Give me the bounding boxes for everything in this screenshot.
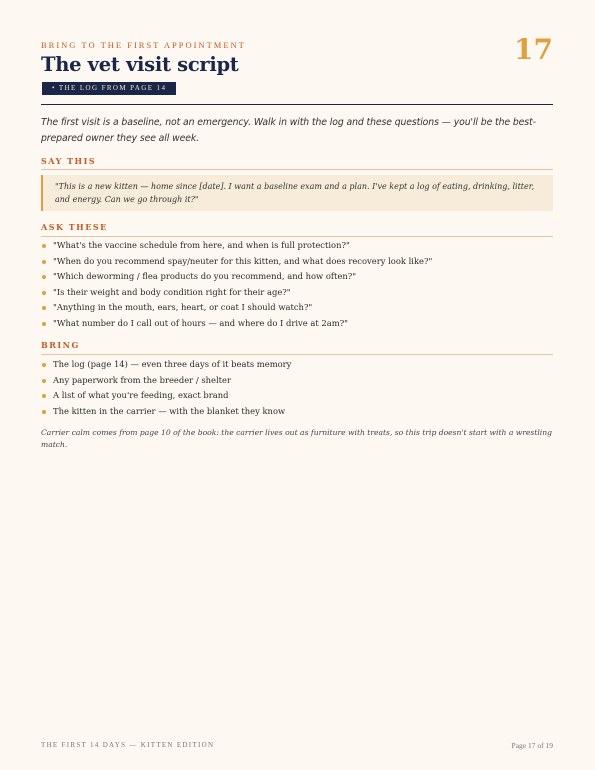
list-item: A list of what you're feeding, exact brand — [41, 388, 553, 404]
document-page — [41, 0, 553, 770]
header-divider — [41, 104, 553, 105]
bullet-dot — [42, 306, 46, 310]
section-divider-say-this — [41, 169, 553, 170]
list-item: "Anything in the mouth, ears, heart, or coat I should watch?" — [41, 300, 553, 316]
eyebrow: BRING TO THE FIRST APPOINTMENT — [41, 40, 246, 50]
list-item: The kitten in the carrier — with the blanket they know — [41, 404, 553, 420]
bullet-dot — [42, 394, 46, 398]
bullet-dot — [42, 244, 46, 248]
list-item: Any paperwork from the breeder / shelter — [41, 373, 553, 389]
intro-text: The first visit is a baseline, not an emergency. Walk in with the log and these questions — you'll be the best-prepared owner they see all week. — [41, 117, 536, 144]
footer-book-title: THE FIRST 14 DAYS — KITTEN EDITION — [41, 741, 215, 749]
section-label-say-this: SAY THIS — [41, 156, 97, 166]
log-reference-tag: • THE LOG FROM PAGE 14 — [42, 82, 176, 95]
say-this-quote: "This is a new kitten — home since [date]. I want a baseline exam and a plan. I've kept a log of eating, drinking, litter, and energy. Can we go through it?" — [41, 175, 553, 211]
list-item: "When do you recommend spay/neuter for this kitten, and what does recovery look like?" — [41, 254, 553, 270]
list-item: "Which deworming / flea products do you recommend, and how often?" — [41, 269, 553, 285]
footer-page-count: Page 17 of 19 — [511, 741, 553, 750]
bullet-dot — [42, 291, 46, 295]
bullet-dot — [42, 363, 46, 367]
bullet-dot — [42, 379, 46, 383]
list-item: "What's the vaccine schedule from here, and when is full protection?" — [41, 238, 553, 254]
list-item: The log (page 14) — even three days of it beats memory — [41, 357, 553, 373]
ask-these-list — [41, 238, 553, 332]
section-label-bring: BRING — [41, 340, 80, 350]
page-title: The vet visit script — [41, 53, 239, 76]
list-item: "Is their weight and body condition right for their age?" — [41, 285, 553, 301]
section-divider-bring — [41, 354, 553, 355]
bullet-dot — [42, 410, 46, 414]
section-label-ask-these: ASK THESE — [41, 222, 108, 232]
bullet-dot — [42, 275, 46, 279]
page-number: 17 — [514, 33, 553, 66]
bring-list — [41, 357, 553, 419]
section-divider-ask-these — [41, 236, 553, 237]
bullet-dot — [42, 322, 46, 326]
bullet-dot — [42, 260, 46, 264]
carrier-footnote: Carrier calm comes from page 10 of the book: the carrier lives out as furniture with treats, so this trip doesn't start with a wrestling match. — [41, 428, 552, 449]
list-item: "What number do I call out of hours — and where do I drive at 2am?" — [41, 316, 553, 332]
